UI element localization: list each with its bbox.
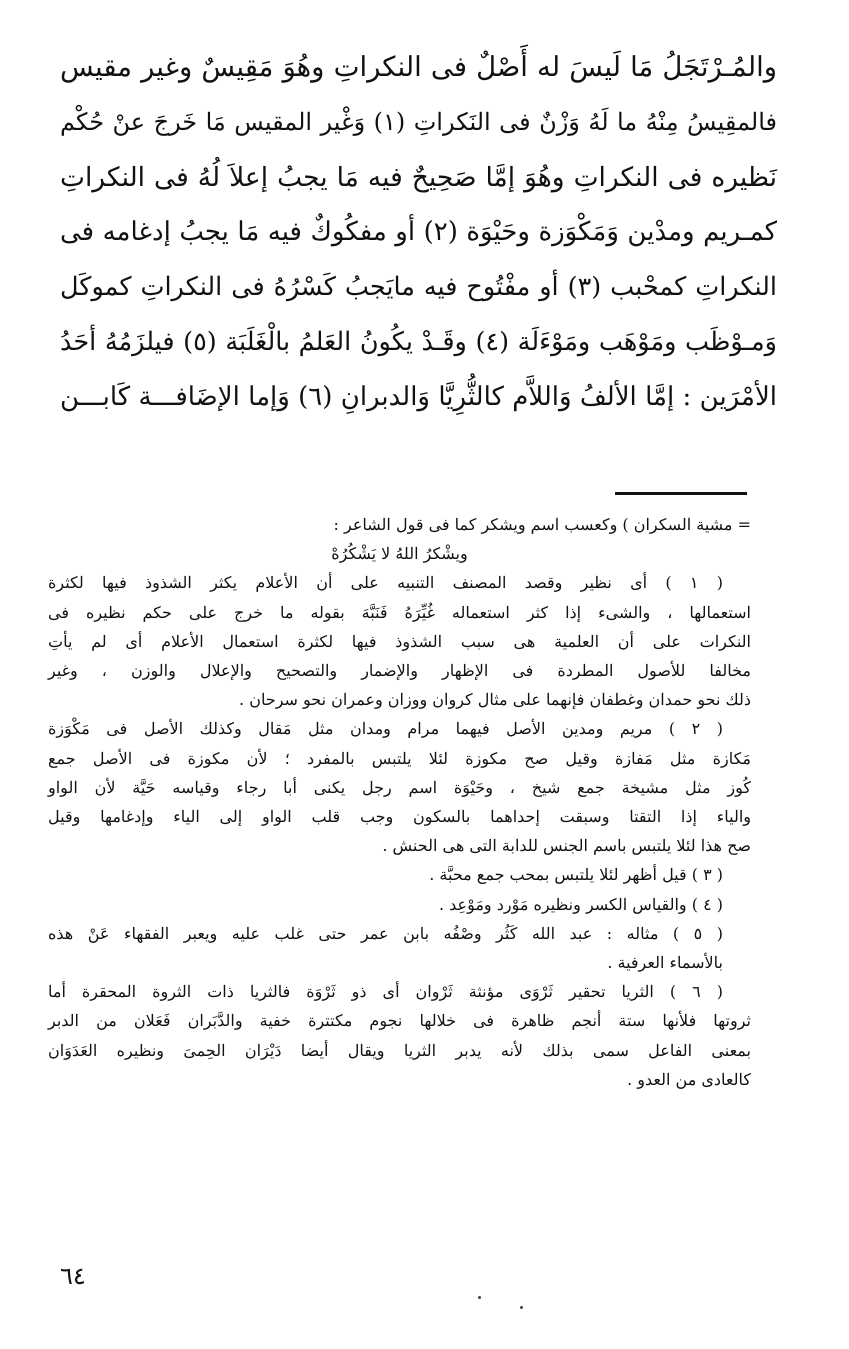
main-text-line: والمُـرْتَجَلُ مَا لَيسَ له أَصْلٌ فى النكراتِ وهُوَ مَقِيسٌ وغير مقيس [60,51,777,83]
main-text-block [60,40,777,425]
main-text-line: نَظيره فى النكراتِ وهُوَ إمَّا صَحِيحٌ فيه مَا يجبُ إعلاَ لُهُ فى النكراتِ [60,162,777,193]
footnote-line: ( ٣ ) قيل أظهر لئلا يلتبس بمحب جمع محبَّة . [429,865,723,885]
footnote-line: النكرات على أن العلمية هى سبب الشذوذ فيها لكثرة استعمال الأعلام أى لم يأتِ [48,631,751,651]
footnote-line: ثروتها فلأنها ستة أنجم ظاهرة فى خلالها نجوم مكتترة خفية والدَّبَران فَعَلان من الدبر [48,1011,751,1031]
footnote-line: ( ٦ ) الثريا تحقير ثَرْوَى مؤنثة ثَرْوان أى ذو ثَرْوَة فالثريا ذات الثروة المحقرة أما [48,982,723,1002]
footnote-line: كُوز مثل مشيخة جمع شيخ ، وحَيْوَة اسم رجل يكنى أبا رجاء وقياسه حَيَّة لأن الواو [48,777,751,797]
footnote-line: استعمالها ، والشىء إذا كثر استعماله غُيِّرَهُ فَنَبَّهَ بقوله ما خرج على حكم نظيره فى [48,602,751,622]
poetry-line: ويشْكرُ اللهُ لا يَشْكُرُهْ [331,544,468,564]
footnote-line: ( ٢ ) مريم ومدين الأصل فيهما مرام ومدان مثل مَقال وكذلك الأصل فى مَكْوَزة [48,719,724,739]
footnote-line: = مشية السكران ) وكعسب اسم ويشكر كما فى قول الشاعر : [333,515,751,534]
main-text-line: فالمقِيسُ مِنْهُ ما لَهُ وَزْنٌ فى النَكراتِ (١) وَغْير المقيس مَا خَرجَ عنْ حُكْم [60,108,777,136]
main-text-line: وَمـوْظَب ومَوْهَب ومَوْءَلَة (٤) وقَـدْ يكُونُ العَلمُ بالْغَلَبَة (٥) فيلزَمُهُ أحَدُ [60,327,777,357]
footnote-line: والياء إذا التقتا وسبقت إحداهما بالسكون وجب قلب الواو إلى الياء وإدغامها وقيل [48,807,751,827]
main-text-line: الأمْرَين : إمَّا الألفُ وَاللاَّم كالثُّرِيَّا وَالدبرانِ (٦) وَإما الإضَافـــة كَابـــن [60,382,778,412]
footnote-line: بالأسماء العرفية . [607,953,723,973]
scan-speck [520,1306,523,1309]
footnote-line: كالعادى من العدو . [627,1069,751,1089]
footnote-line: صح هذا لئلا يلتبس باسم الجنس للدابة التى هى الحنش . [382,836,751,856]
footnote-line: ( ١ ) أى نظير وقصد المصنف التنبيه على أن الأعلام يكثر الشذوذ فيها لكثرة [48,573,724,593]
footnote-line: بمعنى الفاعل سمى بذلك لأنه يدبر الثريا ويقال أيضا دَيْرَان الحِمىَ ونظيره العَدَوَان [48,1040,751,1060]
footnote-separator [615,492,747,495]
footnote-line: مَكازة مثل مَفازة وقيل صح مكوزة لئلا يلتبس بالمفرد ؛ لأن مكوزة فى الأصل جمع [48,748,752,768]
main-text-line: النكراتِ كمحْبب (٣) أو مفْتُوح فيه مايَجبُ كَسْرُهُ فى النكراتِ كموكَل [60,272,778,302]
footnote-line: مخالفا للأصول المطردة فى الإظهار والإضمار والتصحيح والإعلال والوزن ، وغير [48,661,751,681]
page-number: ٦٤ [60,1262,86,1290]
footnotes-block [48,510,751,1094]
footnote-line: ذلك نحو حمدان وغطفان فإنهما على مثال كروان ووزان وعمران نحو سرحان . [239,690,751,710]
main-text-line: كمـريم ومدْين وَمَكْوَزة وحَيْوَة (٢) أو مفكُوكٌ فيه مَا يجبُ إدغامه فى [60,217,778,247]
footnote-line: ( ٥ ) مثاله : عبد الله كَثُر وصْفُه بابن عمر حتى غلب عليه ويعبر الفقهاء عَنْ هذه [48,923,723,943]
scan-speck [478,1296,481,1299]
footnote-line: ( ٤ ) والقياس الكسر ونظيره مَوْرد ومَوْعِد . [438,894,723,914]
